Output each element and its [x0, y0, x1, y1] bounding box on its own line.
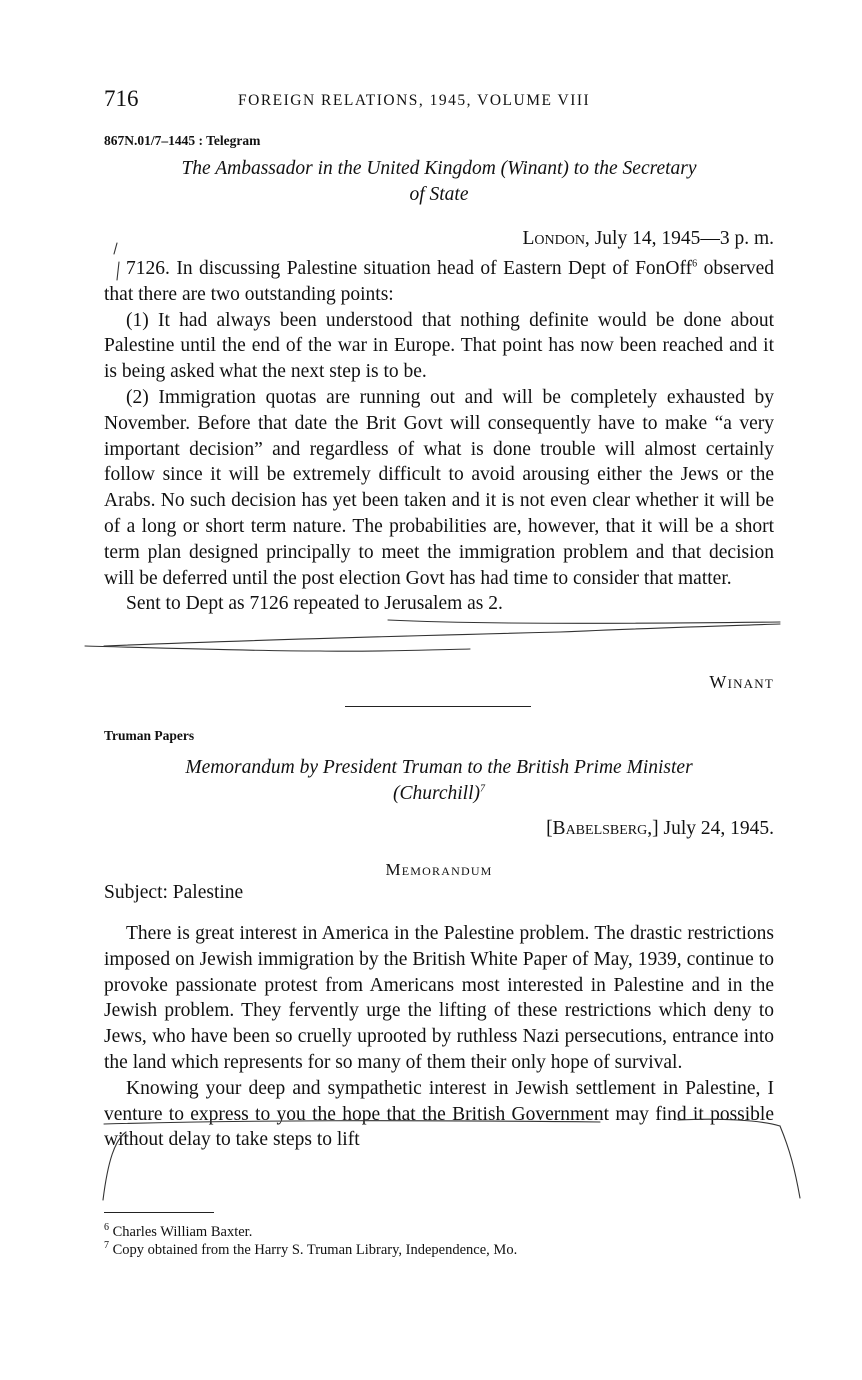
pencil-underline: [104, 624, 780, 646]
running-title: FOREIGN RELATIONS, 1945, VOLUME VIII: [238, 92, 591, 109]
pencil-underline: [388, 620, 780, 623]
subject-line: Subject: Palestine: [104, 882, 244, 903]
footnote: [104, 1242, 517, 1259]
footnote-ref: 6: [692, 258, 698, 270]
title-text: (Churchill): [392, 783, 481, 804]
paragraph: Knowing your deep and sympathetic interest in Jewish settlement in Palestine, I venture to express to you the hope that the British Government may find it possible without delay to take steps to lift: [104, 1077, 774, 1151]
page-number: 716: [104, 86, 139, 111]
paragraph: (1) It had always been understood that nothing definite would be done about Palestine until the end of the war in Europe. That point has now been reached and it is being asked what the next step is to be.: [104, 309, 774, 383]
source-label: Truman Papers: [104, 728, 195, 743]
paragraph: Sent to Dept as 7126 repeated to Jerusalem as 2.: [126, 593, 503, 615]
title-line: The Ambassador in the United Kingdom (Winant) to the Secretary: [181, 158, 697, 179]
dateline-telegram: [522, 228, 774, 250]
signature: Winant: [709, 672, 774, 692]
pencil-underline: [85, 646, 470, 651]
paragraph-text: 7126. In discussing Palestine situation head of Eastern Dept of FonOff: [126, 258, 693, 279]
dateline-date: July 14, 1945—3 p. m.: [589, 228, 774, 249]
footnote-text: Charles William Baxter.: [112, 1224, 253, 1240]
paragraph: [104, 256, 774, 308]
pencil-tick: [114, 243, 117, 254]
footnote-mark: 7: [104, 1240, 109, 1252]
memorandum-heading: Memorandum: [385, 860, 493, 879]
footnote-mark: 6: [104, 1222, 109, 1234]
footnote-ref: 7: [480, 783, 486, 795]
title-line: of State: [409, 184, 469, 205]
dateline-memorandum: [546, 818, 774, 840]
file-number: 867N.01/7–1445 : Telegram: [104, 133, 261, 148]
footnote: [104, 1224, 252, 1241]
document-title-telegram: [104, 156, 774, 208]
memorandum-body: [104, 921, 774, 1153]
paragraph: (2) Immigration quotas are running out and will be completely exhausted by November. Before that date the Brit Govt will consequently have to make “a very important decision” and regardless of what is done trouble will almost certainly follow since it will be extremely difficult to avoid arousing either the Jews or the Arabs. No such decision has yet been taken and it is not even clear whether it will be of a long or short term nature. The probabilities are, however, that it will be a short term plan designed principally to meet the immigration problem and that decision will be deferred until the post election Govt has had time to consider that matter.: [104, 386, 774, 589]
pencil-bracket: [780, 1126, 800, 1198]
dateline-place: London,: [522, 228, 590, 249]
document-title-memorandum: [104, 755, 774, 807]
footnote-text: Copy obtained from the Harry S. Truman Library, Independence, Mo.: [112, 1242, 518, 1258]
footnote-divider: [104, 1212, 214, 1213]
dateline-place: [Babelsberg,]: [546, 818, 659, 839]
section-divider: [345, 706, 531, 707]
dateline-date: July 24, 1945.: [658, 818, 774, 839]
paragraph-text: observed that there are two outstanding points:: [104, 258, 774, 305]
telegram-body: [104, 256, 774, 617]
paragraph: There is great interest in America in the Palestine problem. The drastic restrictions imposed on Jewish immigration by the British White Paper of May, 1939, continue to provoke passionate protest from Americans most interested in Palestine and in the Jewish problem. They fervently urge the lifting of these restrictions which deny to Jews, who have been so cruelly uprooted by ruthless Nazi persecutions, entrance into the land which represents for so many of them their only hope of survival.: [104, 923, 774, 1073]
title-line: [104, 781, 774, 807]
title-line: Memorandum by President Truman to the British Prime Minister: [185, 757, 693, 778]
